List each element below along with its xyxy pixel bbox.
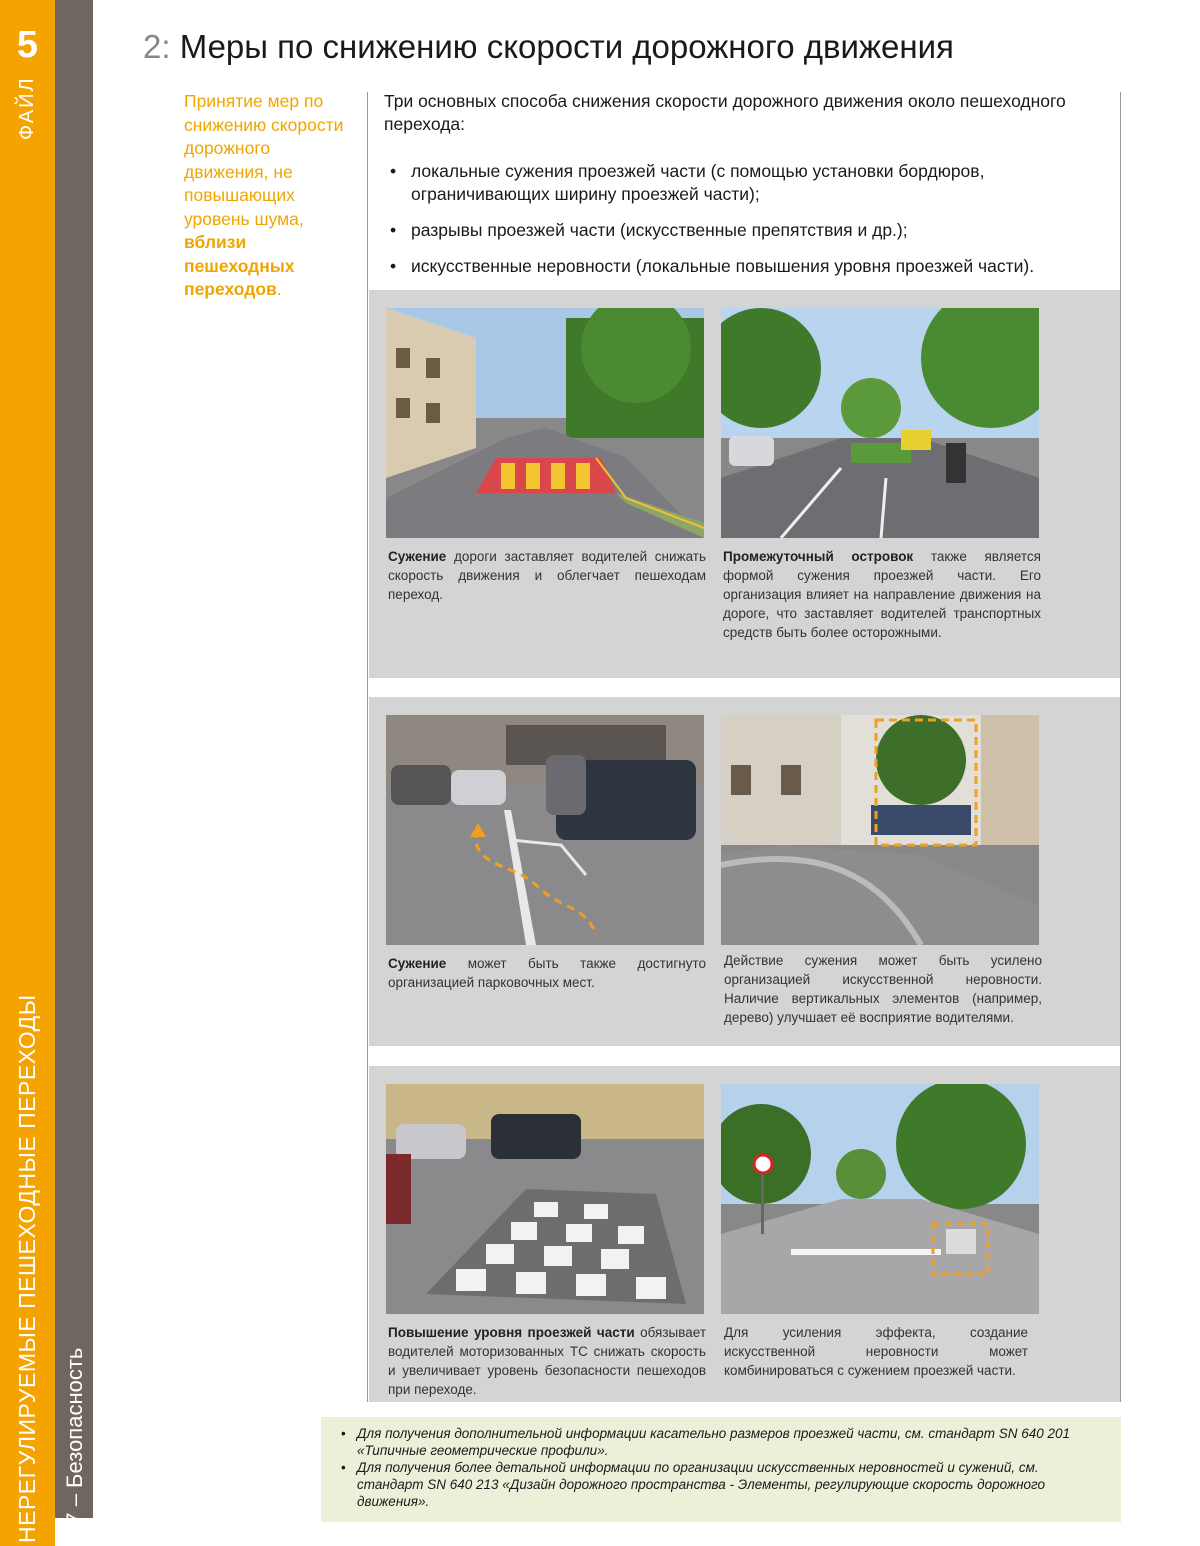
page-title-number: 2: <box>143 28 171 65</box>
photo-raised-crossing <box>386 1084 704 1314</box>
photo-traffic-island <box>721 308 1039 538</box>
column-divider <box>367 92 368 1402</box>
photo-parking-narrowing <box>386 715 704 945</box>
footnote-list <box>341 1425 1107 1510</box>
left-grey-bar <box>55 0 93 1518</box>
intro-text: Три основных способа снижения скорости дорожного движения около пешеходного перехода: <box>384 91 1066 134</box>
footnote-item: • Для получения более детальной информации по организации искусственных неровностей и сужений, см. стандарт SN 640 213 «Дизайн дорожного пространства - Элементы, регулирующие скорость дорожного движения». <box>341 1459 1107 1510</box>
caption-2-bold: Промежуточный островок <box>723 549 914 564</box>
caption-2-text: также является формой сужения проезжей части. Его организация влияет на направление движения на дороге, что заставляет водителей транспортных средств быть более осторожными. <box>723 549 1041 640</box>
section-title: НЕРЕГУЛИРУЕМЫЕ ПЕШЕХОДНЫЕ ПЕРЕХОДЫ <box>14 994 40 1543</box>
caption-6 <box>724 1323 1028 1380</box>
side-note-bold: вблизи пешеходных переходов <box>184 232 295 299</box>
footnote-box <box>321 1417 1121 1522</box>
caption-1-text: дороги заставляет водителей снижать скорость движения и облегчает пешеходам переход. <box>388 549 706 602</box>
methods-list <box>388 160 1118 291</box>
file-label: ФАЙЛ <box>16 76 38 140</box>
page-title-text: Меры по снижению скорости дорожного движения <box>179 28 954 65</box>
caption-4 <box>724 951 1042 1027</box>
caption-4-text: Действие сужения может быть усилено организацией искусственной неровности. Наличие вертикальных элементов (например, дерево) улучшает её восприятие водителями. <box>724 953 1042 1025</box>
caption-1-bold: Сужение <box>388 549 447 564</box>
page-title <box>143 28 954 66</box>
photo-tree-narrowing <box>721 715 1039 945</box>
caption-5-bold: Повышение уровня проезжей части <box>388 1325 635 1340</box>
side-note-text: Принятие мер по снижению скорости дорожного движения, не повышающих уровень шума, <box>184 91 344 229</box>
caption-3-text: может быть также достигнуто организацией парковочных мест. <box>388 956 706 990</box>
caption-3-bold: Сужение <box>388 956 447 971</box>
caption-2 <box>723 547 1041 642</box>
list-item: • разрывы проезжей части (искусственные препятствия и др.); <box>388 219 1118 242</box>
side-note <box>184 90 344 302</box>
caption-5 <box>388 1323 706 1399</box>
photo-bump-narrowing <box>721 1084 1039 1314</box>
caption-5-text: обязывает водителей моторизованных ТС снижать скорость и увеличивает уровень безопасности пешеходов при переходе. <box>388 1325 707 1397</box>
section-subtitle: 5:7 – Безопасность <box>62 1347 87 1543</box>
column-right-border <box>1120 92 1121 1402</box>
caption-6-text: Для усиления эффекта, создание искусственной неровности может комбинироваться с сужением проезжей части. <box>724 1325 1028 1378</box>
side-note-end: . <box>276 279 282 299</box>
list-item: • искусственные неровности (локальные повышения уровня проезжей части). <box>388 255 1118 278</box>
caption-1 <box>388 547 706 604</box>
file-number: 5 <box>16 24 39 66</box>
footnote-item: • Для получения дополнительной информации касательно размеров проезжей части, см. стандарт SN 640 201 «Типичные геометрические профили». <box>341 1425 1107 1459</box>
caption-3 <box>388 954 706 992</box>
list-item: • локальные сужения проезжей части (с помощью установки бордюров, ограничивающих ширину проезжей части); <box>388 160 1118 206</box>
photo-narrowing-red-crossing <box>386 308 704 538</box>
